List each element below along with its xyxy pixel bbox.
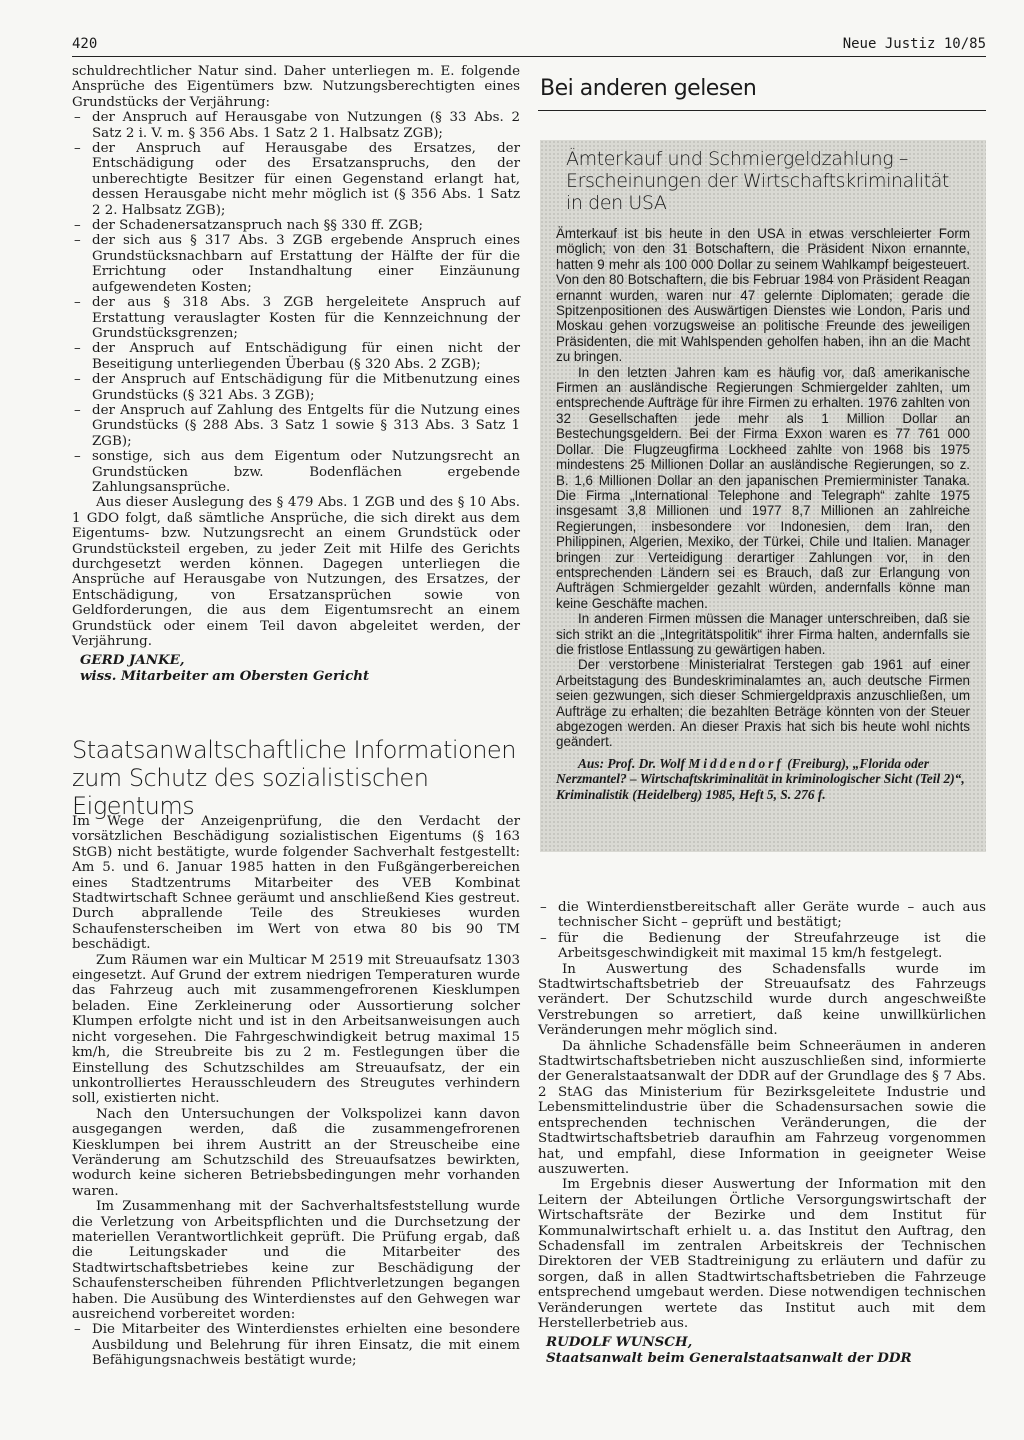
measures-list xyxy=(72,1322,520,1368)
list-item: – Die Mitarbeiter des Winterdienstes erhielten eine besondere Ausbildung und Belehrung für ihren Einsatz, die mit einem Befähigungsnachweis bestätigt wurde; xyxy=(72,1322,520,1368)
author-title: wiss. Mitarbeiter am Obersten Gericht xyxy=(80,667,370,684)
author-name: GERD JANKE, xyxy=(80,652,185,669)
paragraph: Ämterkauf ist bis heute in den USA in etwas verschleierter Form möglich; von den 31 Botschaftern, die Präsident Nixon ernannte, hatten 9 mehr als 100 000 Dollar zu seinem Wahlkampf beigesteuert. Von den 80 Botschaftern, die bis Februar 1984 von Präsident Reagan ernannt wurden, waren nur 47 gelernte Diplomaten; gerade die Spitzenpositionen des Auswärtigen Dienstes wie London, Paris und Moskau gehen vorzugsweise an politische Freunde des jeweiligen Präsidenten, die mit Wahlspenden geholfen haben, ihn an die Macht zu bringen. xyxy=(556,226,970,365)
list-item: – der aus § 318 Abs. 3 ZGB hergeleitete Anspruch auf Erstattung verauslagter Kosten für die Kennzeichnung der Grundstücksgrenzen; xyxy=(72,295,520,341)
paragraph: Im Wege der Anzeigenprüfung, die den Verdacht der vorsätzlichen Beschädigung sozialistischen Eigentums (§ 163 StGB) nicht bestätigte, wurde folgender Sachverhalt festgestellt: Am 5. und 6. Januar 1985 hatten in den Fußgängerbereichen eines Stadtzentrums Mitarbeiter des VEB Kombinat Stadtwirtschaft Schnee geräumt und anschließend Kies gestreut. Durch abprallende Teile des Streukieses wurden Schaufensterscheiben im Wert von etwa 80 bis 90 TM beschädigt. xyxy=(72,814,520,953)
excerpt-title xyxy=(566,148,970,214)
claims-list xyxy=(72,110,520,495)
paragraph: In den letzten Jahren kam es häufig vor, daß amerikanische Firmen an ausländische Regierungen Schmiergelder zahlten, um entsprechende Aufträge für ihre Firmen zu erhalten. 1976 zahlten von 32 Gesellschaften jede mehr als 1 Million Dollar an Bestechungsgeldern. Bei der Firma Exxon waren es 77 761 000 Dollar. Die Flugzeugfirma Lockheed zahlte von 1968 bis 1975 mindestens 25 Millionen Dollar an ausländische Regierungen, so z. B. 1,6 Millionen Dollar an den japanischen Premierminister Tanaka. Die Firma „International Telephone and Telegraph“ zahlte 1975 insgesamt 3,8 Millionen und 1977 8,7 Millionen an zahlreiche Regierungen, insbesondere vor Indonesien, dem Iran, den Philippinen, Algerien, Mexiko, der Türkei, Chile und Italien. Manager bringen zur Verteidigung derartiger Zahlungen vor, in den entsprechenden Ländern sei es Brauch, daß zur Erlangung von Aufträgen Schmiergelder gezahlt würden, andernfalls könne man keine Geschäfte machen. xyxy=(556,364,970,611)
heading-line: Staatsanwaltschaftliche Informationen xyxy=(72,736,516,764)
heading-rule xyxy=(538,110,986,111)
paragraph: In Auswertung des Schadensfalls wurde im Stadtwirtschaftsbetrieb der Streuaufsatz des Fahrzeugs verändert. Der Schutzschild wurde durch angeschweißte Verstrebungen so arretiert, daß keine unwillkürlichen Veränderungen mehr möglich sind. xyxy=(538,961,986,1039)
source-prefix: Aus: Prof. Dr. Wolf xyxy=(578,755,689,771)
paragraph: Der verstorbene Ministerialrat Terstegen gab 1961 auf einer Arbeitstagung des Bundeskriminalamtes an, auch deutsche Firmen seien gezwungen, sich dieser Schmiergeldpraxis anzuschließen, um Aufträge zu erhalten; die bezahlten Beträge könnten von der Steuer abgezogen werden. An dieser Praxis hat sich bis heute wohl nichts geändert. xyxy=(556,657,970,750)
header-rule xyxy=(72,56,986,57)
paragraph: Zum Räumen war ein Multicar M 2519 mit Streuaufsatz 1303 eingesetzt. Auf Grund der extrem niedrigen Temperaturen wurde das Fahrzeug auch mit zusammengefrorenen Kiesklumpen beladen. Eine Zerkleinerung oder Aussortierung solcher Klumpen erfolgte nicht und ist in den Arbeitsanweisungen auch nicht vorgesehen. Die Fahrgeschwindigkeit betrug maximal 15 km/h, die Streubreite bis zu 2 m. Festlegungen über die Einstellung des Schutzschildes am Streuaufsatz, der ein unkontrolliertes Herausschleudern des Streugutes verhindern soll, existierten nicht. xyxy=(72,952,520,1107)
paragraph-conclusion: Aus dieser Auslegung des § 479 Abs. 1 ZGB und des § 10 Abs. 1 GDO folgt, daß sämtliche Ansprüche, die sich direkt aus dem Eigentums- bzw. Nutzungsrecht an einem Grundstück oder Grundstücksteil ergeben, zu jeder Zeit mit Hilfe des Gerichts durchgesetzt werden können. Dagegen unterliegen die Ansprüche auf Herausgabe von Nutzungen, des Ersatzes, der Entschädigung, von Ersatzansprüchen sowie von Geldforderungen, die aus dem Eigentumsrecht an einem Grundstück oder einem Teil davon abgeleitet werden, der Verjährung. xyxy=(72,495,520,650)
paragraph-intro: schuldrechtlicher Natur sind. Daher unterliegen m. E. folgende Ansprüche des Eigentümers bzw. Nutzungsberechtigten eines Grundstücks der Verjährung: xyxy=(72,64,520,110)
journal-issue: Neue Justiz 10/85 xyxy=(842,36,986,52)
left-column-bottom xyxy=(72,814,520,1369)
author-title: Staatsanwalt beim Generalstaatsanwalt der DDR xyxy=(546,1349,912,1366)
excerpt-body xyxy=(556,226,970,750)
author-name: RUDOLF WUNSCH, xyxy=(546,1334,693,1351)
paragraph: In anderen Firmen müssen die Manager unterschreiben, daß sie sich strikt an die „Integritätspolitik“ ihrer Firma halten, andernfalls sie die fristlose Entlassung zu gewärtigen haben. xyxy=(556,611,970,657)
list-item: – der Anspruch auf Herausgabe des Ersatzes, der Entschädigung oder des Ersatzanspruchs, den der unberechtigte Besitzer für einen Gegenstand erlangt hat, dessen Herausgabe nicht mehr möglich ist (§ 356 Abs. 1 Satz 2 2. Halbsatz ZGB); xyxy=(72,141,520,218)
list-item: – der Schadenersatzanspruch nach §§ 330 ff. ZGB; xyxy=(72,218,520,233)
list-item: – der sich aus § 317 Abs. 3 ZGB ergebende Anspruch eines Grundstücksnachbarn auf Erstattung der Hälfte der für die Errichtung oder Instandhaltung einer Einzäunung aufgewendeten Kosten; xyxy=(72,233,520,295)
title-line: Ämterkauf und Schmiergeldzahlung – xyxy=(566,148,909,170)
excerpt-box xyxy=(540,140,986,852)
list-item: – der Anspruch auf Entschädigung für die Mitbenutzung eines Grundstücks (§ 321 Abs. 3 ZGB); xyxy=(72,372,520,403)
paragraph: Im Zusammenhang mit der Sachverhaltsfeststellung wurde die Verletzung von Arbeitspflichten und die Durchsetzung der materiellen Verantwortlichkeit geprüft. Die Prüfung ergab, daß die Leitungskader und die Mitarbeiter des Stadtwirtschaftsbetriebes keine zur Beschädigung der Schaufensterscheiben führenden Pflichtverletzungen begangen haben. Die Ausübung des Winterdienstes auf den Gehwegen war ausreichend vorbereitet worden: xyxy=(72,1199,520,1322)
measures-list-continued xyxy=(538,900,986,962)
excerpt-source xyxy=(556,756,970,802)
heading-line: zum Schutz des sozialistischen Eigentums xyxy=(72,764,429,820)
list-item: – der Anspruch auf Herausgabe von Nutzungen (§ 33 Abs. 2 Satz 2 i. V. m. § 356 Abs. 1 Satz 2 1. Halbsatz ZGB); xyxy=(72,110,520,141)
paragraph: Nach den Untersuchungen der Volkspolizei kann davon ausgegangen werden, daß die zusammengefrorenen Kiesklumpen bei ihrem Austritt an der Streuscheibe eine Veränderung am Schutzschild des Streuaufsatzes bewirkten, wodurch keine sicheren Betriebsbedingungen mehr vorhanden waren. xyxy=(72,1106,520,1199)
title-line: Erscheinungen der Wirtschaftskriminalität in den USA xyxy=(566,170,949,214)
column-heading: Bei anderen gelesen xyxy=(540,76,757,101)
list-item: – der Anspruch auf Zahlung des Entgelts für die Nutzung eines Grundstücks (§ 288 Abs. 3 Satz 1 sowie § 313 Abs. 3 Satz 1 ZGB); xyxy=(72,403,520,449)
page-number: 420 xyxy=(72,36,98,52)
paragraph: Da ähnliche Schadensfälle beim Schneeräumen in anderen Stadtwirtschaftsbetrieben nicht auszuschließen sind, informierte der Generalstaatsanwalt der DDR auf der Grundlage des § 7 Abs. 2 StAG das Ministerium für Bezirksgeleitete Industrie und Lebensmittelindustrie über die Schadensursachen sowie die entsprechenden technischen Veränderungen, die der Stadtwirtschaftsbetrieb daraufhin am Fahrzeug vorgenommen hat, und empfahl, diese Information in geeigneter Weise auszuwerten. xyxy=(538,1038,986,1177)
paragraph: Im Ergebnis dieser Auswertung der Information mit den Leitern der Abteilungen Örtliche Versorgungswirtschaft der Wirtschaftsräte der Bezirke und dem Institut für Kommunalwirtschaft erhielt u. a. das Institut den Auftrag, den Schadensfall im zentralen Arbeitskreis der Technischen Direktoren der VEB Stadtreinigung zu erläutern und dafür zu sorgen, daß in allen Stadtwirtschaftsbetrieben die Fahrzeuge entsprechend umgebaut werden. Diese notwendigen technischen Veränderungen wertete das Institut auch mit dem Herstellerbetrieb aus. xyxy=(538,1177,986,1331)
source-reference: (Freiburg), „Florida oder Nerzmantel? – Wirtschaftskriminalität in kriminologischer Sicht (Teil 2)“, Kriminalistik (Heidelberg) 1985, Heft 5, S. 276 f. xyxy=(556,755,965,802)
list-item: – die Winterdienstbereitschaft aller Geräte wurde – auch aus technischer Sicht – geprüft und bestätigt; xyxy=(538,900,986,931)
right-column-bottom xyxy=(538,900,986,1366)
left-column-top xyxy=(72,64,520,684)
source-author: Middendorf xyxy=(688,755,784,771)
section-heading xyxy=(72,736,520,820)
list-item: – für die Bedienung der Streufahrzeuge ist die Arbeitsgeschwindigkeit mit maximal 15 km/h festgelegt. xyxy=(538,931,986,962)
list-item: – sonstige, sich aus dem Eigentum oder Nutzungsrecht an Grundstücken bzw. Bodenflächen ergebende Zahlungsansprüche. xyxy=(72,449,520,495)
list-item: – der Anspruch auf Entschädigung für einen nicht der Beseitigung unterliegenden Überbau (§ 320 Abs. 2 ZGB); xyxy=(72,341,520,372)
